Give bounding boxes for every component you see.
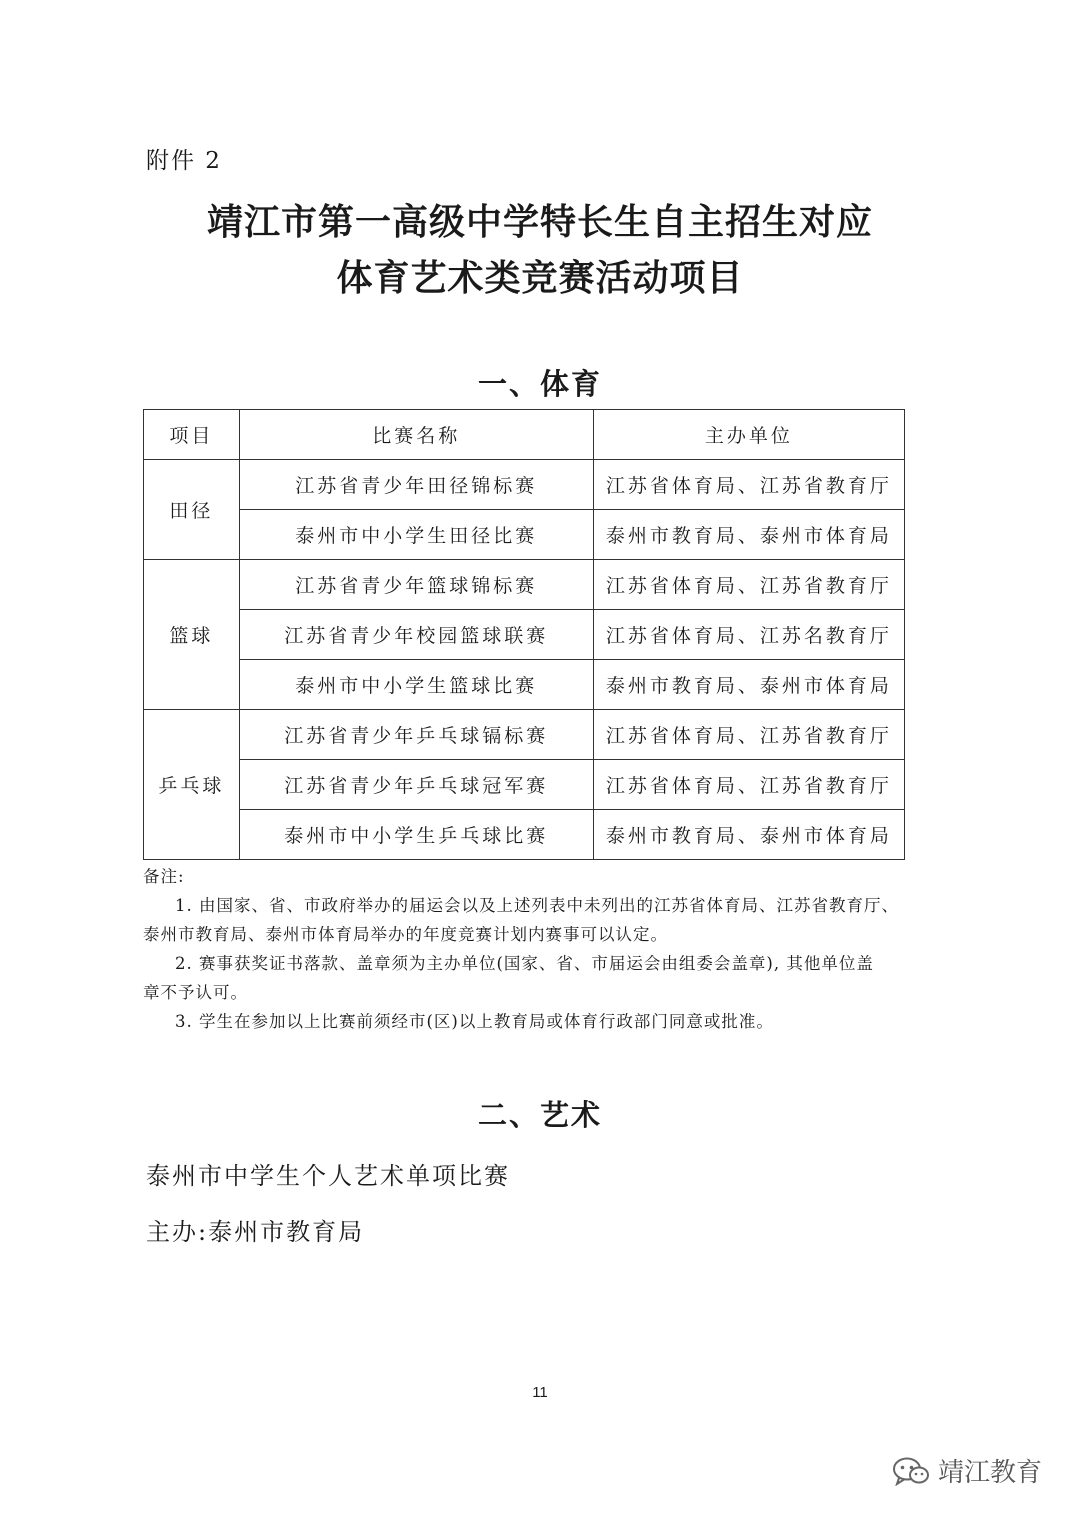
wechat-icon [892,1456,930,1486]
note-2-line-2: 章不予认可。 [143,983,248,1002]
host-cell: 江苏省体育局、江苏名教育厅 [593,610,904,660]
page-number: 11 [532,1384,548,1401]
host-cell: 江苏省体育局、江苏省教育厅 [593,710,904,760]
host-cell: 江苏省体育局、江苏省教育厅 [593,760,904,810]
table-row [144,810,905,860]
header-category: 项目 [144,410,240,460]
host-cell: 泰州市教育局、泰州市体育局 [593,510,904,560]
section-title-art: 二、艺术 [477,1098,602,1132]
competition-name-cell: 泰州市中小学生篮球比赛 [239,660,593,710]
title-line-1: 靖江市第一高级中学特长生自主招生对应 [206,201,873,243]
table-row [144,760,905,810]
note-2-line-1: 2. 赛事获奖证书落款、盖章须为主办单位(国家、省、市届运会由组委会盖章), 其他单位盖 [175,954,874,973]
competition-name-cell: 江苏省青少年乒乓球镉标赛 [239,710,593,760]
table-row [144,710,905,760]
category-cell: 篮球 [144,560,240,710]
section-title-sports: 一、体育 [477,367,602,401]
note-1-line-2: 泰州市教育局、泰州市体育局举办的年度竞赛计划内赛事可以认定。 [143,925,668,944]
table-row [144,660,905,710]
header-host: 主办单位 [593,410,904,460]
competition-name-cell: 江苏省青少年乒乓球冠军赛 [239,760,593,810]
table-row [144,610,905,660]
table-row [144,510,905,560]
art-host: 主办:泰州市教育局 [146,1218,365,1246]
header-competition-name: 比赛名称 [239,410,593,460]
document-title [0,194,1080,306]
watermark-text: 靖江教育 [937,1458,1042,1488]
host-cell: 江苏省体育局、江苏省教育厅 [593,560,904,610]
competition-name-cell: 江苏省青少年田径锦标赛 [239,460,593,510]
note-1-line-1: 1. 由国家、省、市政府举办的届运会以及上述列表中未列出的江苏省体育局、江苏省教育厅、 [175,896,899,915]
notes-section [143,862,953,1036]
competition-name-cell: 泰州市中小学生乒乓球比赛 [239,810,593,860]
attachment-label: 附件 2 [146,148,222,174]
category-cell: 乒乓球 [144,710,240,860]
table-row [144,460,905,510]
title-line-2: 体育艺术类竞赛活动项目 [336,257,744,299]
note-3: 3. 学生在参加以上比赛前须经市(区)以上教育局或体育行政部门同意或批准。 [175,1012,774,1031]
table-header-row [144,410,905,460]
host-cell: 泰州市教育局、泰州市体育局 [593,660,904,710]
host-cell: 江苏省体育局、江苏省教育厅 [593,460,904,510]
category-cell: 田径 [144,460,240,560]
competition-name-cell: 江苏省青少年篮球锦标赛 [239,560,593,610]
competition-name-cell: 泰州市中小学生田径比赛 [239,510,593,560]
table-row [144,560,905,610]
art-competition-name: 泰州市中学生个人艺术单项比赛 [146,1162,510,1190]
competition-name-cell: 江苏省青少年校园篮球联赛 [239,610,593,660]
host-cell: 泰州市教育局、泰州市体育局 [593,810,904,860]
wechat-watermark [892,1452,1042,1489]
notes-label: 备注: [143,867,185,886]
sports-competition-table [143,409,905,860]
